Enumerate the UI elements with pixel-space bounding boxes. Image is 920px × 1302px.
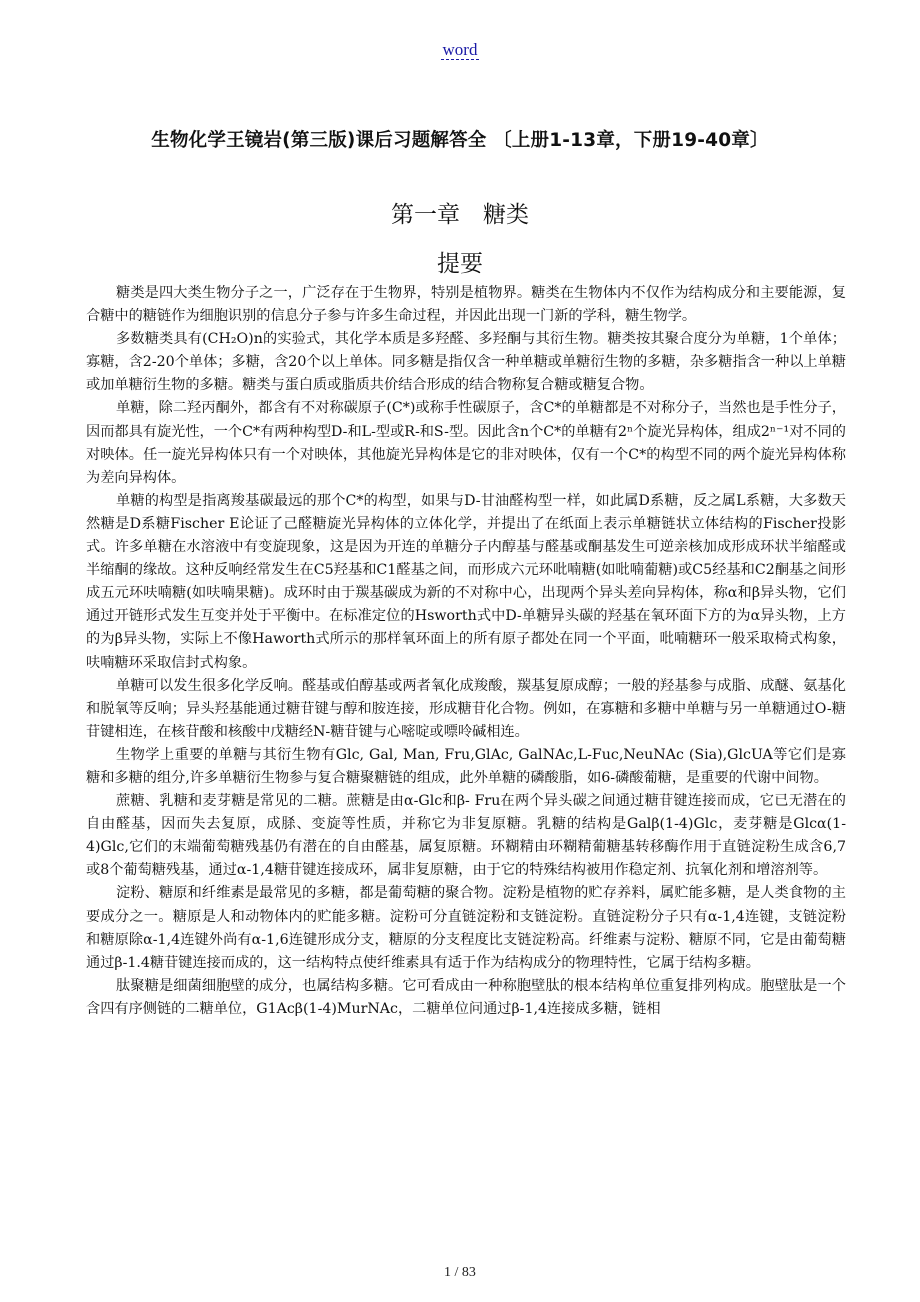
section-title: 提要 [437,251,483,277]
page-number: 1 / 83 [444,1265,476,1280]
header-link[interactable] [0,40,920,60]
paragraph: 多数糖类具有(CH₂O)n的实验式，其化学本质是多羟醛、多羟酮与其衍生物。糖类按其聚合度分为单糖，1个单体；寡糖，含2-20个单体；多糖，含20个以上单体。同多糖是指仅含一种单糖或单糖衍生物的多糖，杂多糖指含一种以上单糖或加单糖衍生物的多糖。糖类与蛋白质或脂质共价结合形成的结合物称复合糖或糖复合物。 [86,331,846,394]
paragraph: 肽聚糖是细菌细胞壁的成分，也属结构多糖。它可看成由一种称胞壁肽的根本结构单位重复排列构成。胞壁肽是一个含四有序侧链的二糖单位，G1Acβ(1-4)MurNAc，二糖单位问通过β-1,4连接成多糖，链相 [86,977,846,1017]
chapter-title: 第一章 糖类 [391,202,529,228]
paragraph: 蔗糖、乳糖和麦芽糖是常见的二糖。蔗糖是由α-Glc和β- Fru在两个异头碳之间通过糖苷键连接而成，它已无潜在的自由醛基，因而失去复原，成脎、变旋等性质，并称它为非复原糖。乳糖的结构是Galβ(1-4)Glc，麦芽糖是Glcα(1-4)Glc,它们的末端葡萄糖残基仍有潜在的自由醛基，属复原糖。环糊精由环糊精葡糖基转移酶作用于直链淀粉生成含6,7或8个葡萄糖残基，通过α-1,4糖苷键连接成环，属非复原糖，由于它的特殊结构被用作稳定剂、抗氧化剂和增溶剂等。 [86,793,846,879]
paragraph: 淀粉、糖原和纤维素是最常见的多糖，都是葡萄糖的聚合物。淀粉是植物的贮存养料，属贮能多糖，是人类食物的主要成分之一。糖原是人和动物体内的贮能多糖。淀粉可分直链淀粉和支链淀粉。直链淀粉分子只有α-1,4连键，支链淀粉和糖原除α-1,4连键外尚有α-1,6连键形成分支，糖原的分支程度比支链淀粉高。纤维素与淀粉、糖原不同，它是由葡萄糖通过β-1.4糖苷键连接而成的，这一结构特点使纤维素具有适于作为结构成分的物理特性，它属于结构多糖。 [86,885,846,971]
paragraph: 生物学上重要的单糖与其衍生物有Glc, Gal, Man, Fru,GlAc, GalNAc,L-Fuc,NeuNAc (Sia),GlcUA等它们是寡糖和多糖的组分,许多单糖衍生物参与复合糖聚糖链的组成，此外单糖的磷酸脂，如6-磷酸葡糖，是重要的代谢中间物。 [86,746,846,786]
paragraph: 糖类是四大类生物分子之一，广泛存在于生物界，特别是植物界。糖类在生物体内不仅作为结构成分和主要能源，复合糖中的糖链作为细胞识别的信息分子参与许多生命过程，并因此出现一门新的学科，糖生物学。 [86,285,846,325]
paragraph: 单糖可以发生很多化学反响。醛基或伯醇基或两者氧化成羧酸，羰基复原成醇；一般的羟基参与成脂、成醚、氨基化和脱氧等反响；异头羟基能通过糖苷键与醇和胺连接，形成糖苷化合物。例如，在寡糖和多糖中单糖与另一单糖通过O-糖苷键相连，在核苷酸和核酸中戊糖经N-糖苷键与心嘧啶或嘌呤碱相连。 [86,677,846,740]
body-text [86,282,846,1021]
header-link-text[interactable]: word [442,40,478,59]
document-title: 生物化学王镜岩(第三版)课后习题解答全 〔上册1-13章，下册19-40章〕 [151,130,769,151]
paragraph: 单糖，除二羟丙酮外，都含有不对称碳原子(C*)或称手性碳原子，含C*的单糖都是不对称分子，当然也是手性分子，因而都具有旋光性，一个C*有两种构型D-和L-型或R-和S-型。因此含n个C*的单糖有2ⁿ个旋光异构体，组成2ⁿ⁻¹对不同的对映体。任一旋光异构体只有一个对映体，其他旋光异构体是它的非对映体，仅有一个C*的构型不同的两个旋光异构体称为差向异构体。 [86,400,846,486]
paragraph: 单糖的构型是指离羧基碳最远的那个C*的构型，如果与D-甘油醛构型一样，如此属D系糖，反之属L系糖，大多数天然糖是D系糖Fischer E论证了己醛糖旋光异构体的立体化学，并提出了在纸面上表示单糖链状立体结构的Fischer投影式。许多单糖在水溶液中有变旋现象，这是因为开连的单糖分子内醇基与醛基或酮基发生可逆亲核加成形成环状半缩醛或半缩酮的缘故。这种反响经常发生在C5羟基和C1醛基之间，而形成六元环吡喃糖(如吡喃葡糖)或C5经基和C2酮基之间形成五元环呋喃糖(如呋喃果糖)。成环时由于羰基碳成为新的不对称中心，出现两个异头差向异构体，称α和β异头物，它们通过开链形式发生互变并处于平衡中。在标准定位的Hsworth式中D-单糖异头碳的羟基在氧环面下方的为α异头物，上方的为β异头物，实际上不像Haworth式所示的那样氧环面上的所有原子都处在同一个平面，吡喃糖环一般采取椅式构象，呋喃糖环采取信封式构象。 [86,492,846,671]
